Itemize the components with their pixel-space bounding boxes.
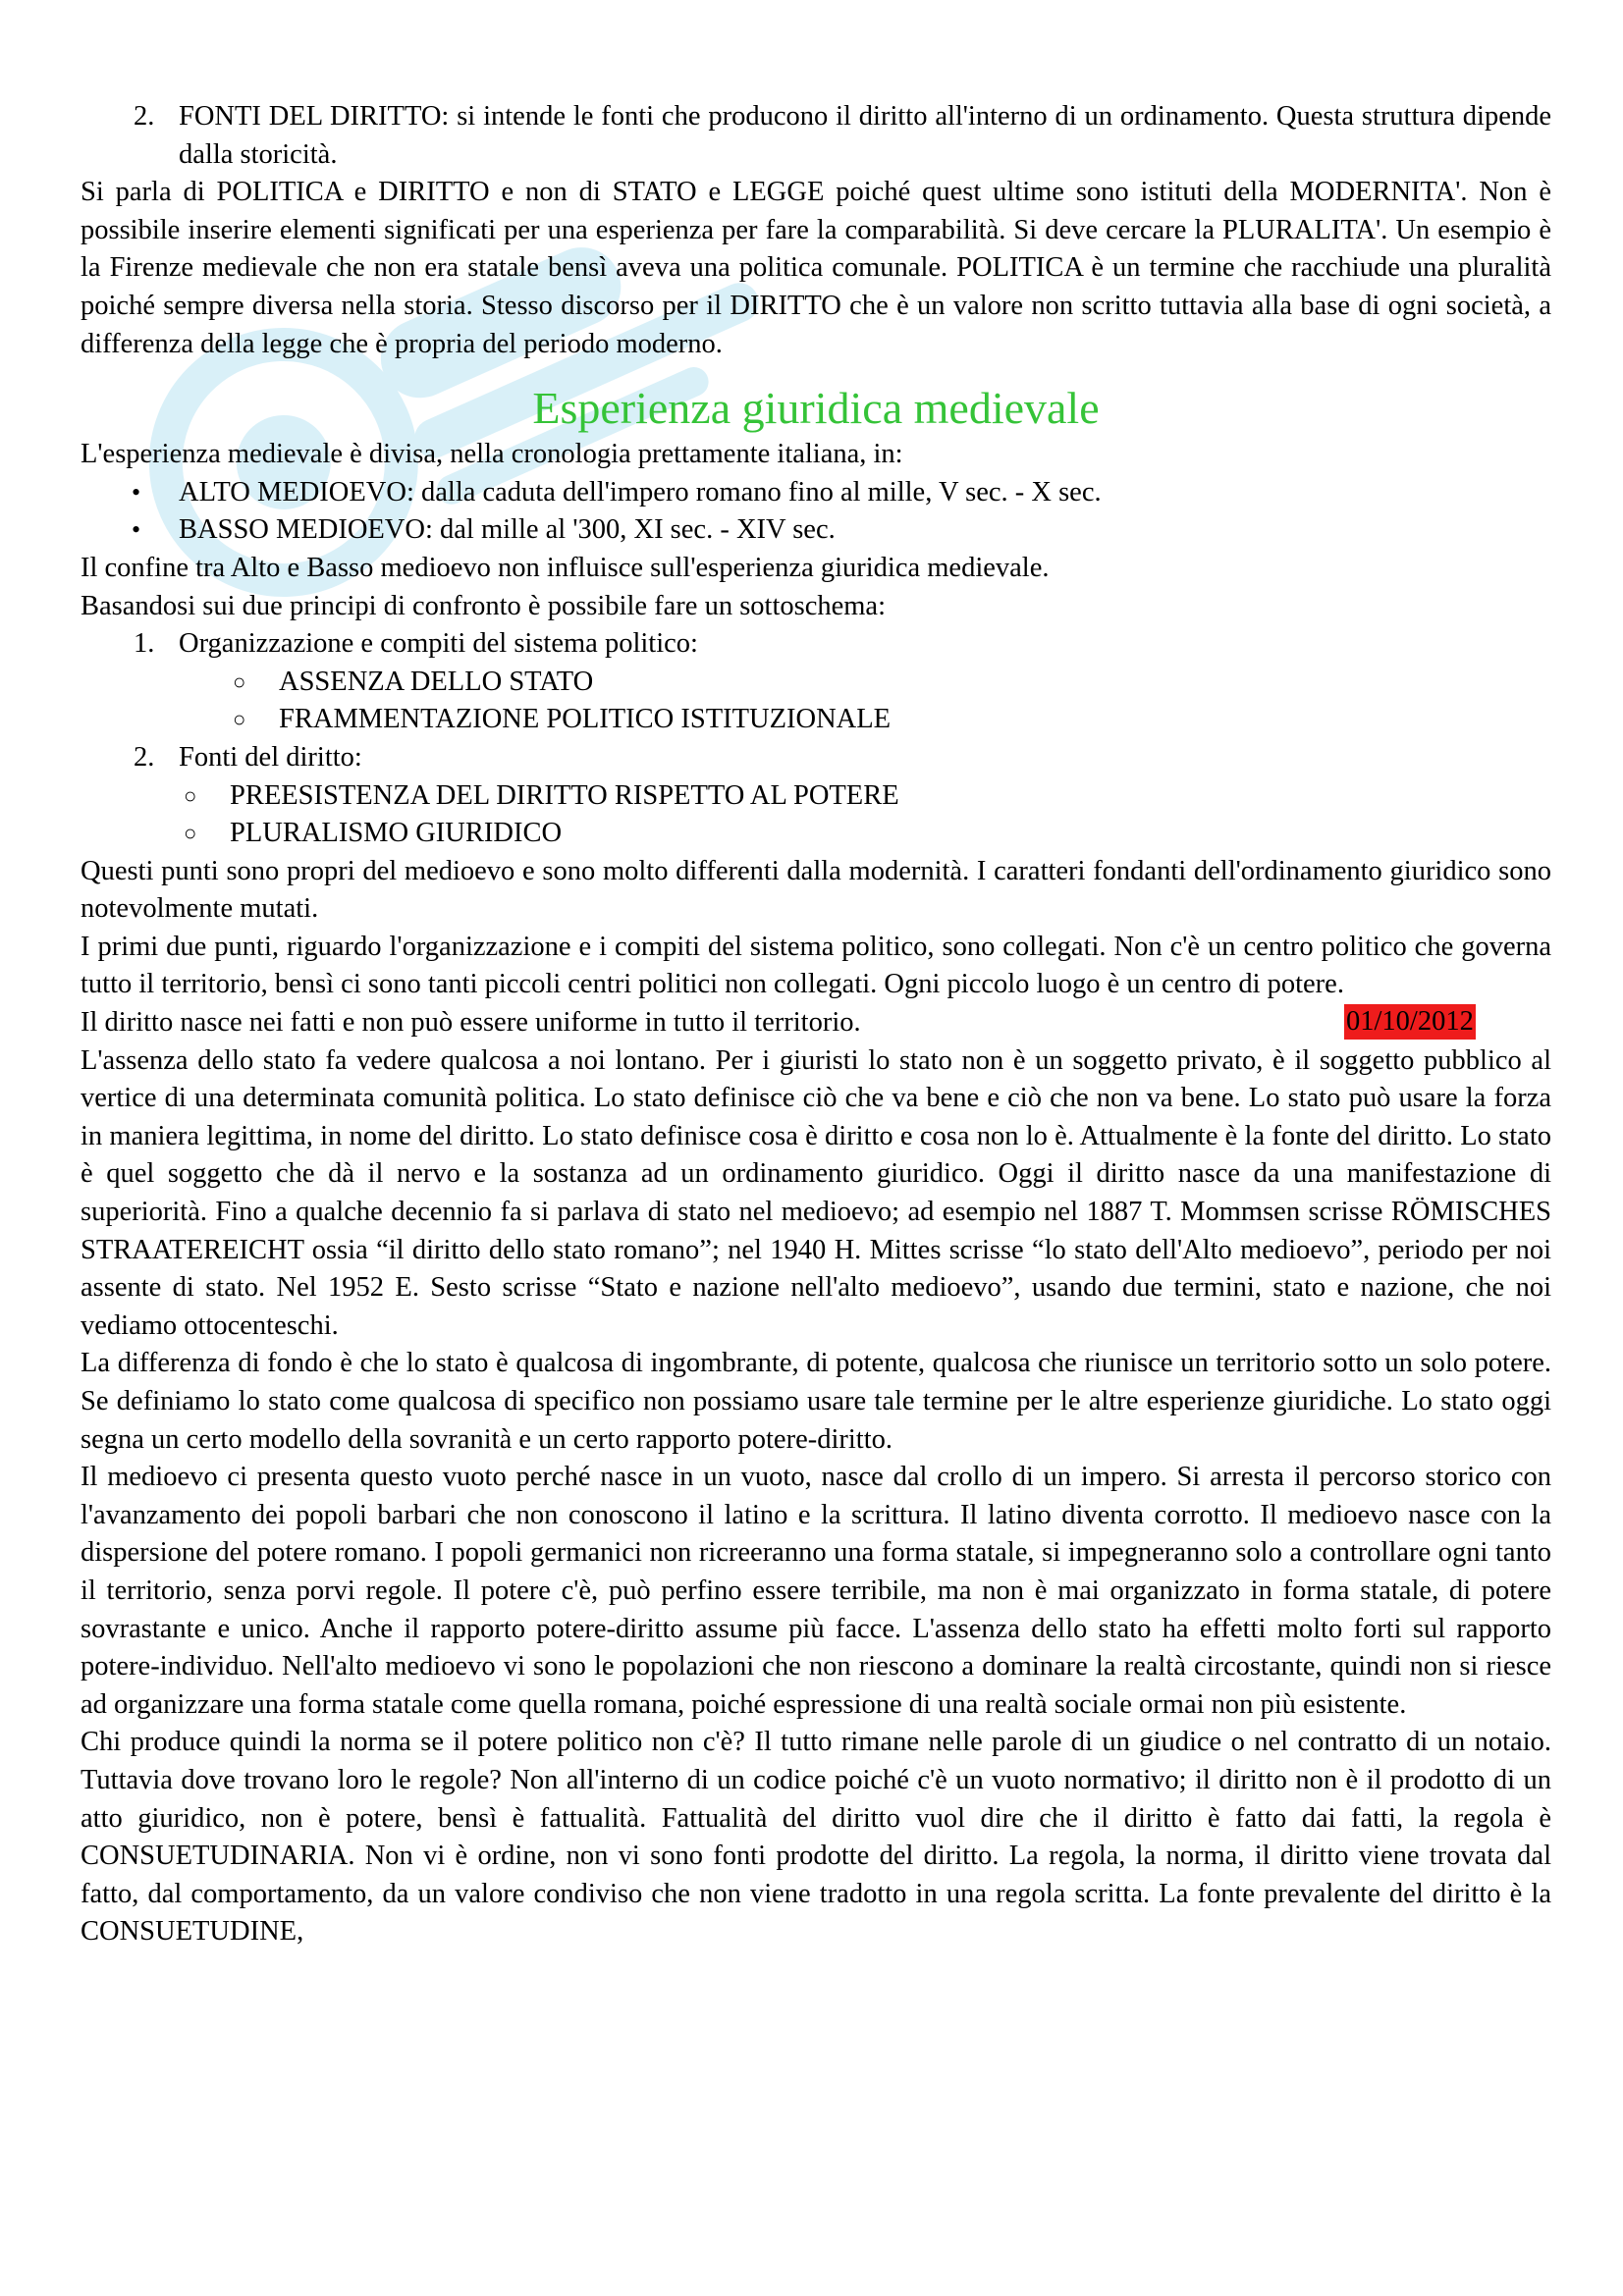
schema-label: Fonti del diritto:	[179, 741, 362, 773]
sub-item-text: FRAMMENTAZIONE POLITICO ISTITUZIONALE	[279, 704, 892, 735]
sub-item-preesistenza	[81, 777, 1551, 816]
circle-bullet-icon: ○	[233, 707, 246, 732]
section-intro: L'esperienza medievale è divisa, nella cronologia prettamente italiana, in:	[81, 439, 903, 470]
circle-bullet-icon: ○	[233, 668, 246, 694]
list-number: 2.	[134, 741, 155, 773]
bullet-basso-medioevo	[81, 511, 1551, 550]
schema-label: Organizzazione e compiti del sistema politico:	[179, 628, 698, 660]
bullet-marker: •	[132, 477, 141, 507]
schema-item-fonti	[81, 739, 1551, 777]
bullet-text: BASSO MEDIOEVO: dal mille al '300, XI sec. - XIV sec.	[179, 514, 836, 546]
sub-item-text: PREESISTENZA DEL DIRITTO RISPETTO AL POTERE	[230, 779, 899, 811]
paragraph-primi-due-punti: I primi due punti, riguardo l'organizzazione e i compiti del sistema politico, sono collegati. Non c'è un centro politico che governa tutto il territorio, bensì ci sono tanti piccoli centri politici non collegati. Ogni piccolo luogo è un centro di potere.	[81, 931, 1551, 1000]
numbered-item-fonti	[81, 98, 1551, 174]
line-text: Il diritto nasce nei fatti e non può essere uniforme in tutto il territorio.	[81, 1007, 861, 1039]
bullet-text: ALTO MEDIOEVO: dalla caduta dell'impero romano fino al mille, V sec. - X sec.	[179, 476, 1102, 507]
bullet-marker: •	[132, 515, 141, 545]
paragraph-assenza-stato: L'assenza dello stato fa vedere qualcosa a noi lontano. Per i giuristi lo stato non è un soggetto privato, è il soggetto pubblico al vertice di una determinata comunità politica. Lo stato definisce ciò che va bene e ciò che non va bene. Lo stato può usare la forza in maniera legittima, in nome del diritto. Lo stato definisce cosa è diritto e cosa non lo è. Attualmente è la fonte del diritto. Lo stato è quel soggetto che dà il nervo e la sostanza ad un ordinamento giuridico. Oggi il diritto nasce da una manifestazione di superiorità. Fino a qualche decennio fa si parlava di stato nel medioevo; ad esempio nel 1887 T. Mommsen scrisse RÖMISCHES STRAATEREICHT ossia “il diritto dello stato romano”; nel 1940 H. Mittes scrisse “lo stato dell'Alto medioevo”, periodo per noi assente di stato. Nel 1952 E. Sesto scrisse “Stato e nazione nell'alto medioevo”, usando due termini, stato e nazione, che noi vediamo ottocenteschi.	[81, 1044, 1551, 1341]
line-sottoschema: Basandosi sui due principi di confronto è possibile fare un sottoschema:	[81, 590, 887, 621]
list-item-text: FONTI DEL DIRITTO: si intende le fonti che producono il diritto all'interno di un ordinamento. Questa struttura dipende dalla storicità.	[179, 101, 1551, 170]
schema-item-organizzazione	[81, 625, 1551, 664]
sub-item-frammentazione	[81, 701, 1551, 739]
sub-item-assenza-stato	[81, 664, 1551, 702]
bullet-alto-medioevo	[81, 474, 1551, 512]
list-number: 2.	[134, 101, 155, 132]
paragraph-chi-produce-norma: Chi produce quindi la norma se il potere politico non c'è? Il tutto rimane nelle parole di un giudice o nel contratto di un notaio. Tuttavia dove trovano loro le regole? Non all'interno di un codice poiché c'è un vuoto normativo; il diritto non è il prodotto di un atto giuridico, non è potere, bensì è fattualità. Fattualità del diritto vuol dire che il diritto è fatto dai fatti, la regola è CONSUETUDINARIA. Non vi è ordine, non vi sono fonti prodotte del diritto. La regola, la norma, il diritto viene trovata dal fatto, dal comportamento, da un valore condiviso che non viene tradotto in una regola scritta. La fonte prevalente del diritto è la CONSUETUDINE,	[81, 1727, 1551, 1948]
list-number: 1.	[134, 628, 155, 660]
sub-item-text: PLURALISMO GIURIDICO	[230, 818, 563, 849]
date-highlight: 01/10/2012	[1344, 1004, 1476, 1040]
line-diritto-fatti	[81, 1004, 1551, 1042]
sub-item-pluralismo	[81, 815, 1551, 853]
circle-bullet-icon: ○	[184, 782, 197, 808]
paragraph-questi-punti: Questi punti sono propri del medioevo e sono molto differenti dalla modernità. I caratteri fondanti dell'ordinamento giuridico sono notevolmente mutati.	[81, 855, 1551, 925]
paragraph-medioevo-vuoto: Il medioevo ci presenta questo vuoto perché nasce in un vuoto, nasce dal crollo di un impero. Si arresta il percorso storico con l'avanzamento dei popoli barbari che non conoscono il latino e la scrittura. Il latino diventa corrotto. Il medioevo nasce con la dispersione del potere romano. I popoli germanici non ricreeranno una forma statale, si impegneranno solo a controllare ogni tanto il territorio, senza porvi regole. Il potere c'è, può perfino essere terribile, ma non è mai organizzato in forma statale, di potere sovrastante e unico. Anche il rapporto potere-diritto assume più facce. L'assenza dello stato ha effetti molto forti sul rapporto potere-individuo. Nell'alto medioevo vi sono le popolazioni che non riescono a dominare la realtà circostante, quindi non si riesce ad organizzare una forma statale come quella romana, poiché espressione di una realtà sociale ormai non più esistente.	[81, 1462, 1551, 1720]
line-confine: Il confine tra Alto e Basso medioevo non influisce sull'esperienza giuridica medievale.	[81, 552, 1050, 583]
sub-item-text: ASSENZA DELLO STATO	[279, 666, 594, 697]
paragraph-politica-diritto: Si parla di POLITICA e DIRITTO e non di STATO e LEGGE poiché quest ultime sono istituti della MODERNITA'. Non è possibile inserire elementi significati per una esperienza per fare la comparabilità. Si deve cercare la PLURALITA'. Un esempio è la Firenze medievale che non era statale bensì aveva una politica comunale. POLITICA è un termine che racchiude una pluralità poiché sempre diversa nella storia. Stesso discorso per il DIRITTO che è un valore non scritto tuttavia alla base di ogni società, a differenza della legge che è propria del periodo moderno.	[81, 177, 1551, 359]
document-page	[81, 98, 1551, 1951]
section-title: Esperienza giuridica medievale	[532, 383, 1100, 434]
circle-bullet-icon: ○	[184, 821, 197, 846]
paragraph-differenza-fondo: La differenza di fondo è che lo stato è qualcosa di ingombrante, di potente, qualcosa che riunisce un territorio sotto un solo potere. Se definiamo lo stato come qualcosa di specifico non possiamo usare tale termine per le altre esperienze giuridiche. Lo stato oggi segna un certo modello della sovranità e un certo rapporto potere-diritto.	[81, 1348, 1551, 1455]
